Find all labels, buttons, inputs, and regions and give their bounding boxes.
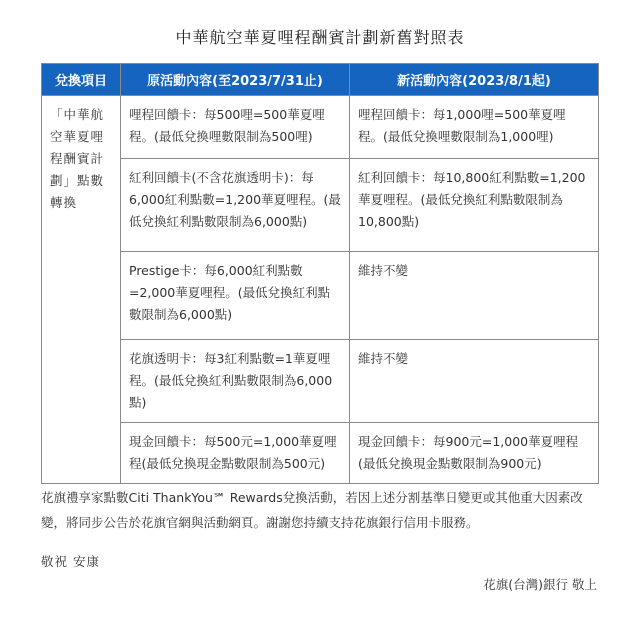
new-content-cell: 維持不變 <box>350 252 599 340</box>
old-content-cell: 紅利回饋卡(不含花旗透明卡)：每6,000紅利點數=1,200華夏哩程。(最低兌換紅利點數限制為6,000點) <box>121 159 350 252</box>
exchange-item-cell: 「中華航空華夏哩程酬賓計劃」點數轉換 <box>42 96 121 484</box>
table-row <box>42 340 599 423</box>
old-content-cell: 花旗透明卡：每3紅利點數=1華夏哩程。(最低兌換紅利點數限制為6,000點) <box>121 340 350 423</box>
old-content-cell: Prestige卡：每6,000紅利點數=2,000華夏哩程。(最低兌換紅利點數限制為6,000點) <box>121 252 350 340</box>
table-header-row <box>42 64 599 96</box>
table-row <box>42 423 599 484</box>
comparison-table <box>41 63 599 484</box>
table-row <box>42 252 599 340</box>
bank-signoff: 花旗(台灣)銀行 敬上 <box>483 577 597 592</box>
new-content-cell: 維持不變 <box>350 340 599 423</box>
notice-paragraph: 花旗禮享家點數Citi ThankYou℠ Rewards兌換活動，若因上述分割基準日變更或其他重大因素改變，將同步公告於花旗官網與活動網頁。謝謝您持續支持花旗銀行信用卡服務。 <box>41 490 583 530</box>
old-content-cell: 哩程回饋卡：每500哩=500華夏哩程。(最低兌換哩數限制為500哩) <box>121 96 350 159</box>
table-row <box>42 96 599 159</box>
closing-greeting: 敬祝 安康 <box>41 554 100 569</box>
header-item: 兌換項目 <box>42 64 121 96</box>
old-content-cell: 現金回饋卡：每500元=1,000華夏哩程(最低兌換現金點數限制為500元) <box>121 423 350 484</box>
header-old: 原活動內容(至2023/7/31止) <box>121 64 350 96</box>
new-content-cell: 哩程回饋卡：每1,000哩=500華夏哩程。(最低兌換哩數限制為1,000哩) <box>350 96 599 159</box>
new-content-cell: 紅利回饋卡：每10,800紅利點數=1,200華夏哩程。(最低兌換紅利點數限制為10,800點) <box>350 159 599 252</box>
table-row <box>42 159 599 252</box>
new-content-cell: 現金回饋卡：每900元=1,000華夏哩程(最低兌換現金點數限制為900元) <box>350 423 599 484</box>
header-new: 新活動內容(2023/8/1起) <box>350 64 599 96</box>
page-title: 中華航空華夏哩程酬賓計劃新舊對照表 <box>175 28 465 47</box>
